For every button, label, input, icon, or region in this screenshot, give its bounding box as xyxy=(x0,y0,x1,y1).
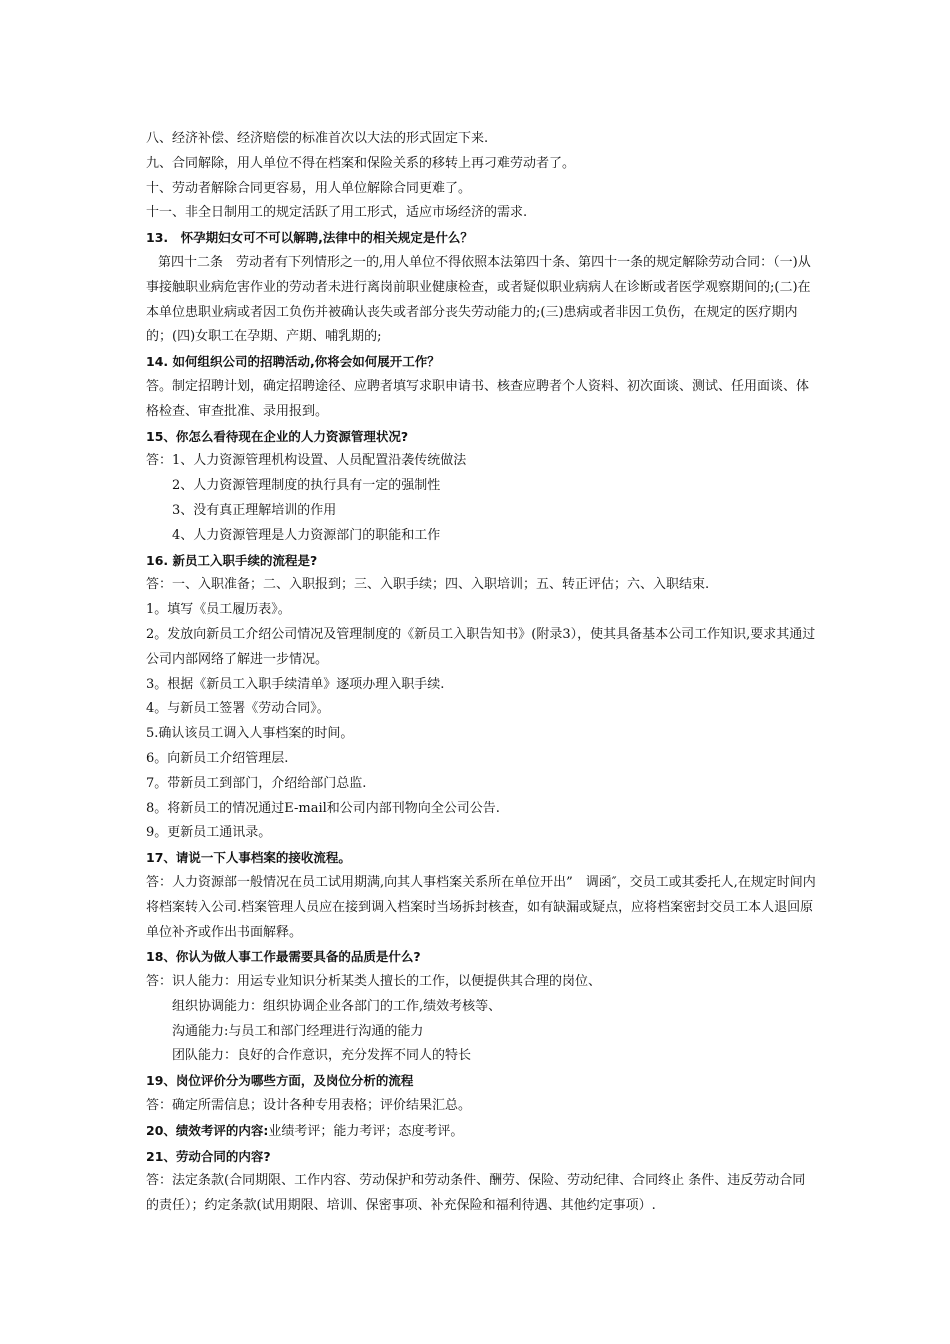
list-item: 5.确认该员工调入人事档案的时间。 xyxy=(146,726,354,742)
list-item: 3。根据《新员工入职手续清单》逐项办理入职手续. xyxy=(146,676,445,692)
paragraph: 十、劳动者解除合同更容易，用人单位解除合同更难了。 xyxy=(146,180,472,196)
list-item: 团队能力：良好的合作意识，充分发挥不同人的特长 xyxy=(172,1048,472,1064)
paragraph: 九、合同解除，用人单位不得在档案和保险关系的移转上再刁难劳动者了。 xyxy=(146,155,576,171)
question-heading: 21、劳动合同的内容? xyxy=(146,1148,271,1164)
question-heading: 18、你认为做人事工作最需要具备的品质是什么? xyxy=(146,949,421,965)
answer-paragraph: 答：确定所需信息；设计各种专用表格；评价结果汇总。 xyxy=(146,1098,472,1114)
list-item: 8。将新员工的情况通过E-mail和公司内部刊物向全公司公告. xyxy=(146,800,500,816)
answer-paragraph: 答：一、入职准备；二、入职报到；三、入职手续；四、入职培训；五、转正评估；六、入职结束. xyxy=(146,577,710,593)
paragraph: 第四十二条 劳动者有下列情形之一的,用人单位不得依照本法第四十条、第四十一条的规定解除劳动合同：（一)从事接触职业病危害作业的劳动者未进行离岗前职业健康检查，或者疑似职业病病人在诊断或者医学观察期间的;(二)在本单位患职业病或者因工负伤并被确认丧失或者部分丧失劳动能力的;(三)患病或者非因工负伤，在规定的医疗期内的；(四)女职工在孕期、产期、哺乳期的; xyxy=(146,254,811,345)
question-heading: 15、你怎么看待现在企业的人力资源管理状况? xyxy=(146,428,409,444)
paragraph: 八、经济补偿、经济赔偿的标准首次以大法的形式固定下来. xyxy=(146,131,489,146)
question-heading: 16. 新员工入职手续的流程是? xyxy=(146,552,318,568)
list-item: 4、人力资源管理是人力资源部门的职能和工作 xyxy=(172,527,441,543)
list-item: 组织协调能力：组织协调企业各部门的工作,绩效考核等、 xyxy=(172,998,502,1014)
inline-answer: 业绩考评；能力考评；态度考评。 xyxy=(268,1123,464,1139)
list-item: 7。带新员工到部门，介绍给部门总监. xyxy=(146,775,367,791)
paragraph: 十一、非全日制用工的规定活跃了用工形式，适应市场经济的需求. xyxy=(146,205,528,221)
question-heading: 17、请说一下人事档案的接收流程。 xyxy=(146,850,351,866)
question-heading: 14. 如何组织公司的招聘活动,你将会如何展开工作？ xyxy=(146,354,440,370)
list-item: 4。与新员工签署《劳动合同》。 xyxy=(146,701,330,717)
question-heading: 19、岗位评价分为哪些方面，及岗位分析的流程 xyxy=(146,1073,414,1089)
answer-paragraph: 答：法定条款(合同期限、工作内容、劳动保护和劳动条件、酬劳、保险、劳动纪律、合同终止 条件、违反劳动合同的责任）；约定条款(试用期限、培训、保密事项、补充保险和福利待遇、其他约定事项）. xyxy=(146,1173,806,1214)
answer-paragraph: 答：1、人力资源管理机构设置、人员配置沿袭传统做法 xyxy=(146,453,467,469)
list-item: 3、没有真正理解培训的作用 xyxy=(172,502,337,518)
answer-paragraph: 答：识人能力：用运专业知识分析某类人擅长的工作，以便提供其合理的岗位、 xyxy=(146,974,602,990)
list-item: 9。更新员工通讯录。 xyxy=(146,825,272,841)
question-heading: 20、绩效考评的内容: xyxy=(146,1122,269,1138)
list-item: 2。发放向新员工介绍公司情况及管理制度的《新员工入职告知书》(附录3），使其具备基本公司工作知识,要求其通过公司内部网络了解进一步情况。 xyxy=(146,626,816,667)
document-body xyxy=(146,127,816,1219)
list-item: 6。向新员工介绍管理层. xyxy=(146,750,289,766)
list-item: 沟通能力:与员工和部门经理进行沟通的能力 xyxy=(172,1023,424,1039)
question-heading: 13. 怀孕期妇女可不可以解聘,法律中的相关规定是什么？ xyxy=(146,230,473,246)
list-item: 1。填写《员工履历表》。 xyxy=(146,602,291,618)
question-line xyxy=(146,1119,816,1145)
answer-paragraph: 答。制定招聘计划，确定招聘途径、应聘者填写求职申请书、核查应聘者个人资料、初次面谈、测试、任用面谈、体格检查、审查批准、录用报到。 xyxy=(146,378,810,419)
answer-paragraph: 答：人力资源部一般情况在员工试用期满,向其人事档案关系所在单位开出” 调函″，交员工或其委托人,在规定时间内将档案转入公司.档案管理人员应在接到调入档案时当场拆封核查，如有缺漏或疑点，应将档案密封交员工本人退回原单位补齐或作出书面解释。 xyxy=(146,874,816,940)
list-item: 2、人力资源管理制度的执行具有一定的强制性 xyxy=(172,478,441,494)
